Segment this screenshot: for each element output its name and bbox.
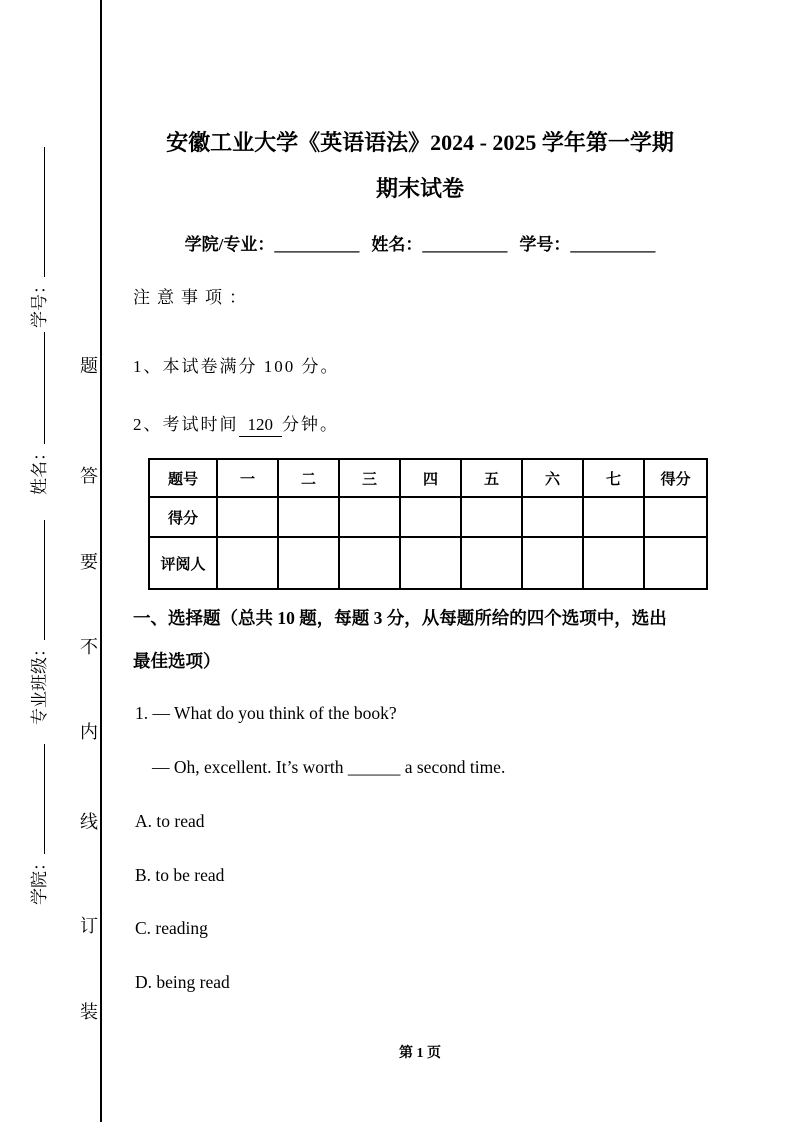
reviewer-cell — [400, 537, 461, 589]
score-cell — [217, 497, 278, 537]
score-table — [148, 458, 708, 590]
reviewer-cell — [522, 537, 583, 589]
binding-char: 要 — [80, 552, 98, 572]
student-id-blank: __________ — [570, 235, 656, 254]
question-1-option-b: B. to be read — [135, 865, 225, 885]
binding-char: 内 — [80, 722, 98, 742]
binding-char: 题 — [80, 356, 98, 376]
binding-char: 不 — [80, 637, 98, 657]
note-item-2-duration: 120 — [239, 415, 283, 437]
reviewer-cell — [217, 537, 278, 589]
paper-title-line2: 期末试卷 — [375, 176, 464, 201]
name-label: 姓名： — [371, 235, 423, 254]
score-table-header-row — [149, 459, 707, 497]
score-table-header-cell: 得分 — [644, 459, 707, 497]
binding-field-major-class-blank — [29, 520, 45, 640]
question-1-option-a: A. to read — [135, 811, 205, 831]
score-table-header-cell: 六 — [522, 459, 583, 497]
section-heading-line2: 最佳选项） — [133, 651, 221, 671]
paper-title-line1: 安徽工业大学《英语语法》2024 - 2025 学年第一学期 — [166, 130, 674, 155]
question-1-option-c: C. reading — [135, 918, 208, 938]
score-table-header-cell: 五 — [461, 459, 522, 497]
binding-char: 装 — [80, 1002, 98, 1022]
score-cell — [583, 497, 644, 537]
binding-field-name-label: 姓名： — [30, 444, 49, 495]
question-1-line1: 1. — What do you think of the book? — [135, 703, 397, 723]
college-major-blank: __________ — [274, 235, 360, 254]
name-blank: __________ — [422, 235, 508, 254]
binding-field-college — [27, 744, 53, 905]
score-cell — [400, 497, 461, 537]
page-number: 第 1 页 — [399, 1046, 441, 1061]
score-table-header-cell: 一 — [217, 459, 278, 497]
reviewer-cell — [339, 537, 400, 589]
score-cell — [522, 497, 583, 537]
binding-field-student-id — [27, 147, 53, 328]
score-cell — [644, 497, 707, 537]
score-table-reviewer-row — [149, 537, 707, 589]
binding-field-student-id-blank — [29, 147, 45, 277]
reviewer-row-label: 评阅人 — [149, 537, 217, 589]
score-table-header-cell: 四 — [400, 459, 461, 497]
binding-field-name-blank — [29, 332, 45, 444]
score-table-header-cell: 二 — [278, 459, 339, 497]
reviewer-cell — [583, 537, 644, 589]
student-info-line — [130, 230, 710, 255]
score-row-label: 得分 — [149, 497, 217, 537]
binding-field-college-blank — [29, 744, 45, 854]
notes-heading: 注意事项： — [133, 288, 253, 307]
score-cell — [339, 497, 400, 537]
binding-char: 线 — [80, 812, 98, 832]
binding-char: 订 — [80, 916, 98, 936]
question-1-option-d: D. being read — [135, 972, 230, 992]
reviewer-cell — [644, 537, 707, 589]
student-id-label: 学号： — [519, 235, 571, 254]
binding-field-name — [27, 332, 53, 495]
question-1-line2: — Oh, excellent. It’s worth ______ a second time. — [152, 757, 506, 777]
score-cell — [278, 497, 339, 537]
binding-char: 答 — [80, 466, 98, 486]
note-item-2-suffix: 分钟。 — [282, 415, 339, 434]
note-item-1: 1、本试卷满分 100 分。 — [133, 357, 340, 376]
note-item-2-prefix: 2、考试时间 — [133, 415, 239, 434]
score-table-header-cell: 七 — [583, 459, 644, 497]
score-cell — [461, 497, 522, 537]
binding-field-major-class-label: 专业班级： — [30, 640, 49, 725]
section-heading-line1: 一、选择题（总共 10 题，每题 3 分，从每题所给的四个选项中，选出 — [133, 608, 667, 628]
binding-field-college-label: 学院： — [30, 854, 49, 905]
main-content — [130, 0, 710, 1122]
college-major-label: 学院/专业： — [184, 235, 275, 254]
score-table-header-cell: 三 — [339, 459, 400, 497]
reviewer-cell — [461, 537, 522, 589]
score-table-score-row — [149, 497, 707, 537]
binding-field-student-id-label: 学号： — [30, 277, 49, 328]
binding-field-major-class — [27, 520, 53, 725]
score-table-header-cell: 题号 — [149, 459, 217, 497]
reviewer-cell — [278, 537, 339, 589]
note-item-2 — [133, 410, 339, 437]
